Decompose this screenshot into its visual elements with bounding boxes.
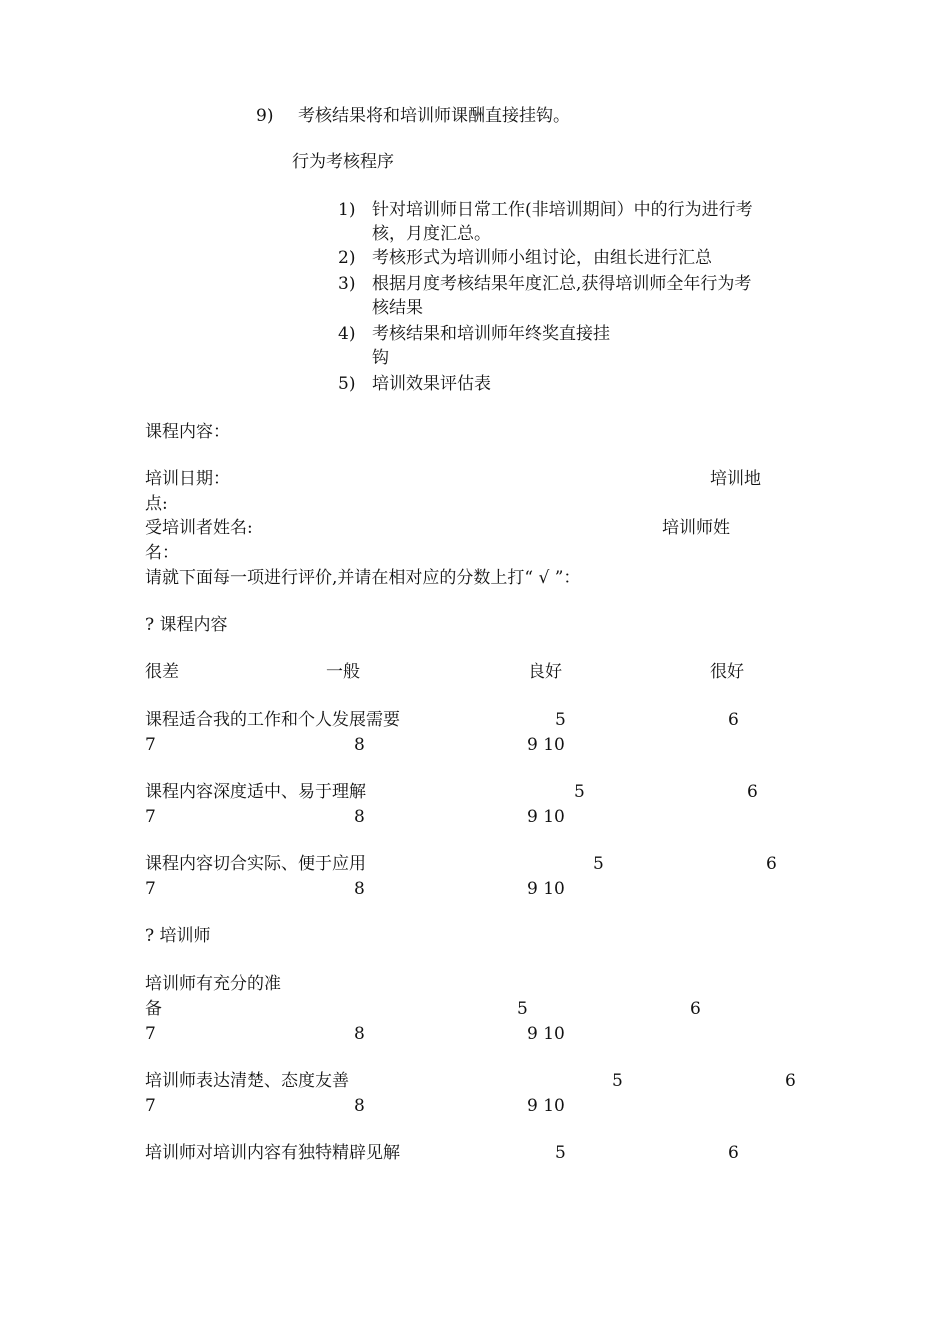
section-course-heading: ? 课程内容 (145, 615, 228, 635)
rating-item-label-cont: 备 (145, 999, 162, 1019)
list-number: 1) (338, 200, 356, 220)
list-item-text: 考核结果将和培训师课酬直接挂钩。 (298, 106, 570, 126)
scale-label-very-poor: 很差 (145, 662, 179, 682)
list-item-text: 核，月度汇总。 (372, 224, 491, 244)
score-5[interactable]: 5 (555, 1143, 566, 1163)
trainer-name-label: 培训师姓 (662, 518, 730, 538)
score-8[interactable]: 8 (354, 735, 365, 755)
rating-item-label: 培训师有充分的准 (145, 974, 281, 994)
score-9-10[interactable]: 9 10 (527, 879, 565, 899)
list-item-text: 钩 (372, 348, 389, 368)
rating-item-label: 培训师对培训内容有独特精辟见解 (145, 1143, 400, 1163)
list-number: 9) (256, 106, 274, 126)
course-content-label: 课程内容： (145, 422, 230, 442)
list-item-text: 培训效果评估表 (372, 374, 491, 394)
rating-item-label: 课程适合我的工作和个人发展需要 (145, 710, 400, 730)
list-number: 5) (338, 374, 356, 394)
list-item-text: 核结果 (372, 298, 423, 318)
list-item-text: 根据月度考核结果年度汇总,获得培训师全年行为考 (372, 274, 752, 294)
list-number: 2) (338, 248, 356, 268)
list-number: 4) (338, 324, 356, 344)
score-9-10[interactable]: 9 10 (527, 807, 565, 827)
score-6[interactable]: 6 (747, 782, 758, 802)
score-7[interactable]: 7 (145, 1096, 156, 1116)
score-8[interactable]: 8 (354, 879, 365, 899)
score-5[interactable]: 5 (555, 710, 566, 730)
score-9-10[interactable]: 9 10 (527, 1096, 565, 1116)
score-6[interactable]: 6 (690, 999, 701, 1019)
list-item-text: 针对培训师日常工作(非培训期间）中的行为进行考 (372, 200, 753, 220)
list-number: 3) (338, 274, 356, 294)
rating-item-label: 课程内容深度适中、易于理解 (145, 782, 366, 802)
list-item-text: 考核结果和培训师年终奖直接挂 (372, 324, 610, 344)
score-8[interactable]: 8 (354, 1096, 365, 1116)
list-item-text: 考核形式为培训师小组讨论，由组长进行汇总 (372, 248, 712, 268)
score-9-10[interactable]: 9 10 (527, 1024, 565, 1044)
rating-item-label: 课程内容切合实际、便于应用 (145, 854, 366, 874)
trainee-name-label: 受培训者姓名: (145, 518, 253, 538)
score-7[interactable]: 7 (145, 1024, 156, 1044)
rating-item-label: 培训师表达清楚、态度友善 (145, 1071, 349, 1091)
training-place-label-cont: 点: (145, 494, 168, 514)
trainer-name-label-cont: 名： (145, 543, 179, 563)
score-8[interactable]: 8 (354, 807, 365, 827)
score-6[interactable]: 6 (728, 710, 739, 730)
score-5[interactable]: 5 (517, 999, 528, 1019)
section-trainer-heading: ? 培训师 (145, 926, 211, 946)
score-7[interactable]: 7 (145, 879, 156, 899)
score-6[interactable]: 6 (766, 854, 777, 874)
scale-label-good: 良好 (528, 662, 562, 682)
section-heading: 行为考核程序 (292, 152, 394, 172)
training-place-label: 培训地 (710, 469, 761, 489)
score-5[interactable]: 5 (574, 782, 585, 802)
score-6[interactable]: 6 (728, 1143, 739, 1163)
score-7[interactable]: 7 (145, 807, 156, 827)
scale-label-average: 一般 (326, 662, 360, 682)
score-6[interactable]: 6 (785, 1071, 796, 1091)
score-5[interactable]: 5 (593, 854, 604, 874)
score-9-10[interactable]: 9 10 (527, 735, 565, 755)
instruction-text: 请就下面每一项进行评价,并请在相对应的分数上打“ √ ”： (145, 568, 581, 588)
score-8[interactable]: 8 (354, 1024, 365, 1044)
score-5[interactable]: 5 (612, 1071, 623, 1091)
scale-label-very-good: 很好 (710, 662, 744, 682)
score-7[interactable]: 7 (145, 735, 156, 755)
training-date-label: 培训日期： (145, 469, 230, 489)
